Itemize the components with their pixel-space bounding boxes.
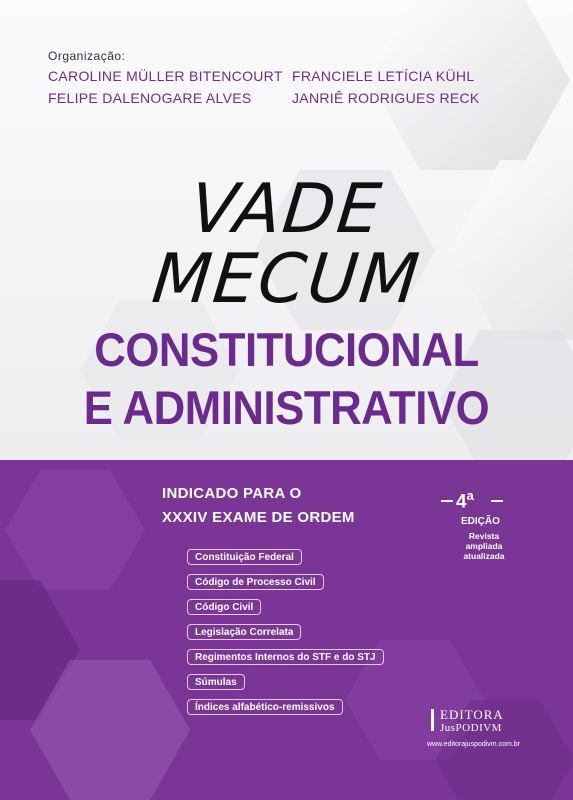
edition-dash-right xyxy=(491,500,503,502)
author-name: CAROLINE MÜLLER BITENCOURT xyxy=(48,68,283,84)
publisher-url: www.editorajuspodivm.com.br xyxy=(427,741,520,748)
edition-label: EDIÇÃO xyxy=(461,516,500,527)
content-tag: Índices alfabético-remissivos xyxy=(187,699,343,715)
content-tag: Regimentos Internos do STF e do STJ xyxy=(187,649,384,665)
indicado-line-2: XXXIV EXAME DE ORDEM xyxy=(162,509,355,526)
title-administrativo: E ADMINISTRATIVO xyxy=(83,381,490,434)
title-vade: VADE xyxy=(186,170,387,249)
edition-dash-left xyxy=(441,500,453,502)
content-tag: Código de Processo Civil xyxy=(187,574,324,590)
publisher-name: EDITORA xyxy=(440,707,504,722)
author-name: JANRIÊ RODRIGUES RECK xyxy=(292,90,480,106)
author-name: FRANCIELE LETÍCIA KÜHL xyxy=(292,68,475,84)
content-tag: Código Civil xyxy=(187,599,261,615)
edition-note: ampliada xyxy=(465,541,503,551)
edition-note: Revista xyxy=(468,531,500,541)
publisher-imprint: JusPODIVM xyxy=(440,722,502,734)
title-mecum: MECUM xyxy=(148,240,425,319)
cover-bottom-section xyxy=(0,460,573,800)
publisher-logo-icon xyxy=(431,709,434,731)
title-constitucional: CONSTITUCIONAL xyxy=(94,323,479,376)
edition-number: 4$^a$ xyxy=(456,488,474,513)
edition-note: atualizada xyxy=(463,551,505,561)
organizacao-label: Organização: xyxy=(48,49,126,63)
indicado-line-1: INDICADO PARA O xyxy=(162,485,302,502)
content-tag: Constituição Federal xyxy=(187,549,302,565)
content-tag: Súmulas xyxy=(187,674,245,690)
content-tag: Legislação Correlata xyxy=(187,624,301,640)
author-name: FELIPE DALENOGARE ALVES xyxy=(48,90,252,106)
